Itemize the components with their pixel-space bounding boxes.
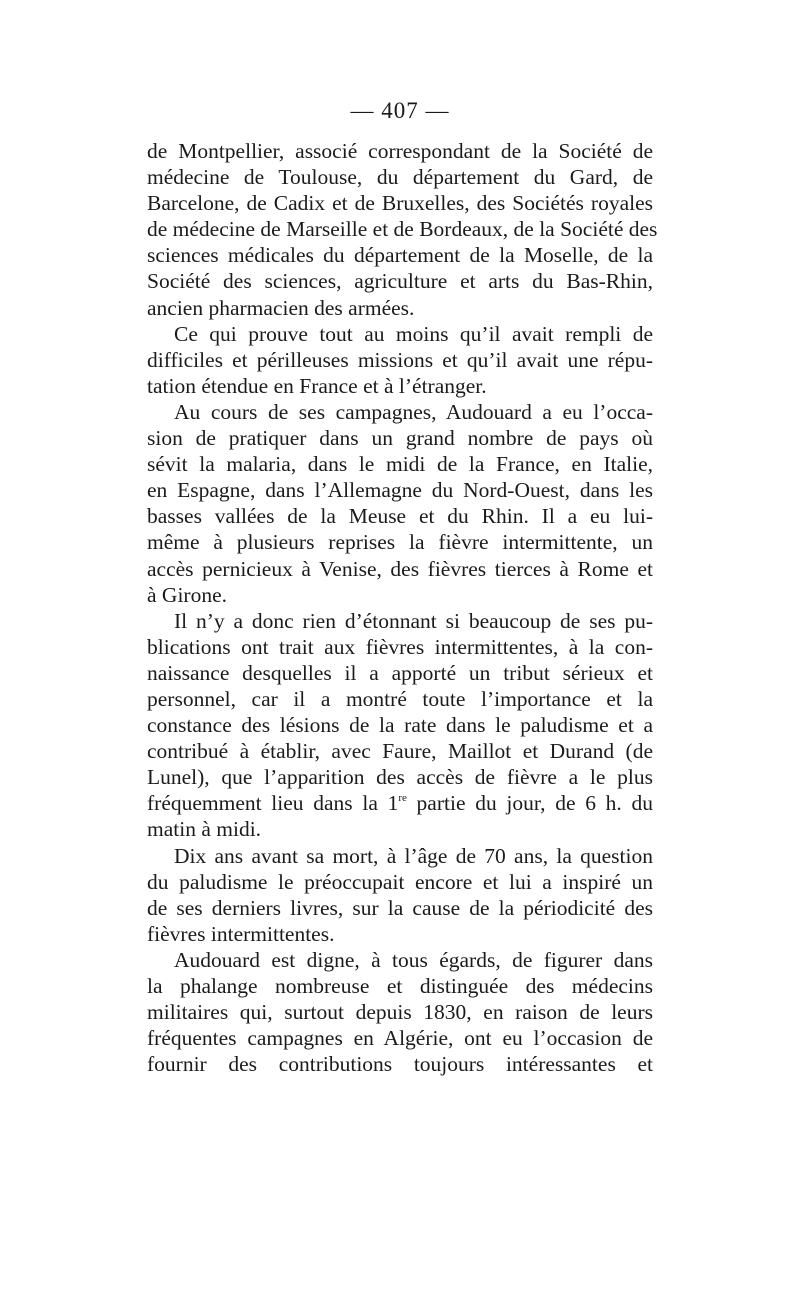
- text-line: Au cours de ses campagnes, Audouard a eu l’occa-: [174, 399, 653, 424]
- text-line: personnel, car il a montré toute l’importance et la: [147, 686, 653, 711]
- text-line: la phalange nombreuse et distinguée des médecins: [147, 974, 653, 998]
- text-fragment: partie du jour, de 6 h. du: [406, 791, 653, 816]
- ordinal-suffix: re: [398, 792, 407, 805]
- text-line: sciences médicales du département de la Moselle, de la: [147, 243, 653, 268]
- text-line: Barcelone, de Cadix et de Bruxelles, des Sociétés royales: [147, 191, 653, 216]
- text-line: Dix ans avant sa mort, à l’âge de 70 ans, la question: [174, 843, 653, 868]
- text-line: même à plusieurs reprises la fièvre intermittente, un: [147, 530, 653, 555]
- text-line: de médecine de Marseille et de Bordeaux, de la Société des: [147, 217, 658, 242]
- text-line: matin à midi.: [147, 817, 262, 842]
- ordinal-number: 1: [387, 791, 399, 816]
- page-number: — 407 —: [350, 98, 450, 123]
- text-line-with-ordinal: [147, 790, 653, 816]
- text-line: fournir des contributions toujours intéressantes et: [147, 1052, 653, 1077]
- text-line: fièvres intermittentes.: [147, 921, 335, 946]
- body-text: [147, 138, 658, 1077]
- text-line: Lunel), que l’apparition des accès de fièvre a le plus: [147, 765, 653, 790]
- text-line: du paludisme le préoccupait encore et lui a inspiré un: [147, 869, 653, 894]
- text-line: tation étendue en France et à l’étranger.: [147, 373, 487, 398]
- text-line: basses vallées de la Meuse et du Rhin. Il a eu lui-: [147, 504, 653, 529]
- text-line: en Espagne, dans l’Allemagne du Nord-Ouest, dans les: [147, 478, 653, 503]
- text-line: accès pernicieux à Venise, des fièvres tierces à Rome et: [147, 556, 653, 581]
- text-line: militaires qui, surtout depuis 1830, en raison de leurs: [147, 1000, 653, 1025]
- text-line: Il n’y a donc rien d’étonnant si beaucoup de ses pu-: [174, 608, 653, 633]
- text-line: constance des lésions de la rate dans le paludisme et a: [147, 713, 653, 738]
- text-line: de ses derniers livres, sur la cause de la périodicité des: [147, 895, 653, 920]
- text-line: à Girone.: [147, 582, 227, 607]
- text-line: fréquentes campagnes en Algérie, ont eu l’occasion de: [147, 1026, 653, 1051]
- text-fragment: fréquemment lieu dans la: [147, 791, 388, 816]
- text-line: Ce qui prouve tout au moins qu’il avait rempli de: [174, 321, 653, 346]
- text-line: sévit la malaria, dans le midi de la France, en Italie,: [147, 452, 653, 477]
- text-line: Audouard est digne, à tous égards, de figurer dans: [174, 947, 653, 972]
- text-line: contribué à établir, avec Faure, Maillot et Durand (de: [147, 739, 653, 764]
- text-line: Société des sciences, agriculture et arts du Bas-Rhin,: [147, 269, 653, 294]
- text-line: naissance desquelles il a apporté un tribut sérieux et: [147, 660, 653, 685]
- text-line: sion de pratiquer dans un grand nombre de pays où: [147, 426, 653, 451]
- text-line: ancien pharmacien des armées.: [147, 295, 415, 320]
- text-line: de Montpellier, associé correspondant de la Société de: [147, 139, 653, 163]
- text-line: difficiles et périlleuses missions et qu’il avait une répu-: [147, 347, 653, 372]
- text-line: blications ont trait aux fièvres intermittentes, à la con-: [147, 634, 653, 659]
- text-line: médecine de Toulouse, du département du Gard, de: [147, 165, 653, 190]
